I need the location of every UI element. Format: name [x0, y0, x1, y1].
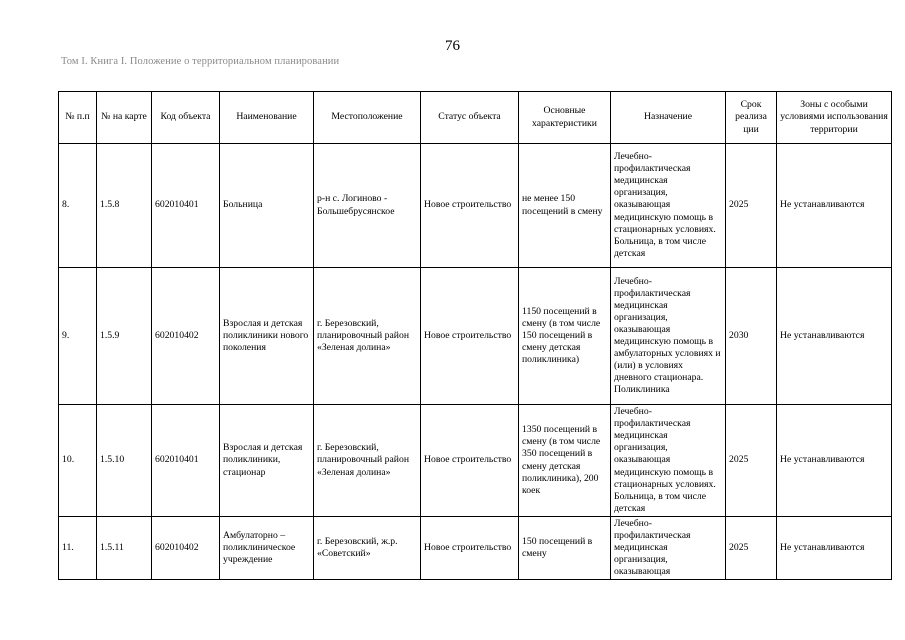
- cell-purpose: Лечебно-профилактическая медицинская организация, оказывающая медицинскую помощь в стационарных условиях. Больница, в том числе детская: [611, 405, 726, 517]
- header-name: Наименование: [220, 92, 314, 144]
- header-index: № п.п: [59, 92, 97, 144]
- cell-status: Новое строительство: [421, 517, 519, 580]
- cell-object-code: 602010402: [152, 268, 220, 405]
- cell-index: 11.: [59, 517, 97, 580]
- cell-map-number: 1.5.11: [97, 517, 152, 580]
- header-object-code: Код объекта: [152, 92, 220, 144]
- cell-term: 2025: [726, 144, 777, 268]
- cell-location: р-н с. Логиново - Большебрусянское: [314, 144, 421, 268]
- cell-location: г. Березовский, ж.р. «Советский»: [314, 517, 421, 580]
- page-number: 76: [445, 38, 460, 54]
- table-row: [59, 268, 892, 405]
- cell-characteristics: не менее 150 посещений в смену: [519, 144, 611, 268]
- facilities-table: [58, 91, 892, 580]
- cell-status: Новое строительство: [421, 268, 519, 405]
- cell-zones: Не устанавливаются: [777, 405, 892, 517]
- cell-purpose: Лечебно-профилактическая медицинская организация, оказывающая: [611, 517, 726, 580]
- header-status: Статус объекта: [421, 92, 519, 144]
- header-purpose: Назначение: [611, 92, 726, 144]
- cell-name: Амбулаторно – поликлиническое учреждение: [220, 517, 314, 580]
- header-map-number: № на карте: [97, 92, 152, 144]
- cell-location: г. Березовский, планировочный район «Зеленая долина»: [314, 268, 421, 405]
- cell-term: 2030: [726, 268, 777, 405]
- cell-index: 10.: [59, 405, 97, 517]
- header-location: Местоположение: [314, 92, 421, 144]
- cell-status: Новое строительство: [421, 144, 519, 268]
- running-header: Том I. Книга I. Положение о территориальном планировании: [61, 56, 340, 67]
- table-row: [59, 144, 892, 268]
- cell-zones: Не устанавливаются: [777, 144, 892, 268]
- cell-characteristics: 1150 посещений в смену (в том числе 150 посещений в смену детская поликлиника): [519, 268, 611, 405]
- cell-name: Больница: [220, 144, 314, 268]
- cell-map-number: 1.5.9: [97, 268, 152, 405]
- header-term: Срок реализа ции: [726, 92, 777, 144]
- cell-object-code: 602010401: [152, 144, 220, 268]
- table-row: [59, 405, 892, 517]
- cell-purpose: Лечебно-профилактическая медицинская организация, оказывающая медицинскую помощь в амбулаторных условиях и (или) в условиях дневного стационара. Поликлиника: [611, 268, 726, 405]
- header-zones: Зоны с особыми условиями использования территории: [777, 92, 892, 144]
- cell-characteristics: 1350 посещений в смену (в том числе 350 посещений в смену детская поликлиника), 200 коек: [519, 405, 611, 517]
- cell-object-code: 602010402: [152, 517, 220, 580]
- header-characteristics: Основные характеристики: [519, 92, 611, 144]
- cell-characteristics: 150 посещений в смену: [519, 517, 611, 580]
- cell-term: 2025: [726, 405, 777, 517]
- table-row: [59, 517, 892, 580]
- cell-zones: Не устанавливаются: [777, 268, 892, 405]
- cell-index: 9.: [59, 268, 97, 405]
- cell-map-number: 1.5.10: [97, 405, 152, 517]
- cell-purpose: Лечебно-профилактическая медицинская организация, оказывающая медицинскую помощь в стационарных условиях. Больница, в том числе детская: [611, 144, 726, 268]
- cell-status: Новое строительство: [421, 405, 519, 517]
- cell-object-code: 602010401: [152, 405, 220, 517]
- cell-term: 2025: [726, 517, 777, 580]
- cell-index: 8.: [59, 144, 97, 268]
- cell-map-number: 1.5.8: [97, 144, 152, 268]
- cell-name: Взрослая и детская поликлиники, стационар: [220, 405, 314, 517]
- cell-name: Взрослая и детская поликлиники нового поколения: [220, 268, 314, 405]
- table-header-row: [59, 92, 892, 144]
- cell-location: г. Березовский, планировочный район «Зеленая долина»: [314, 405, 421, 517]
- cell-zones: Не устанавливаются: [777, 517, 892, 580]
